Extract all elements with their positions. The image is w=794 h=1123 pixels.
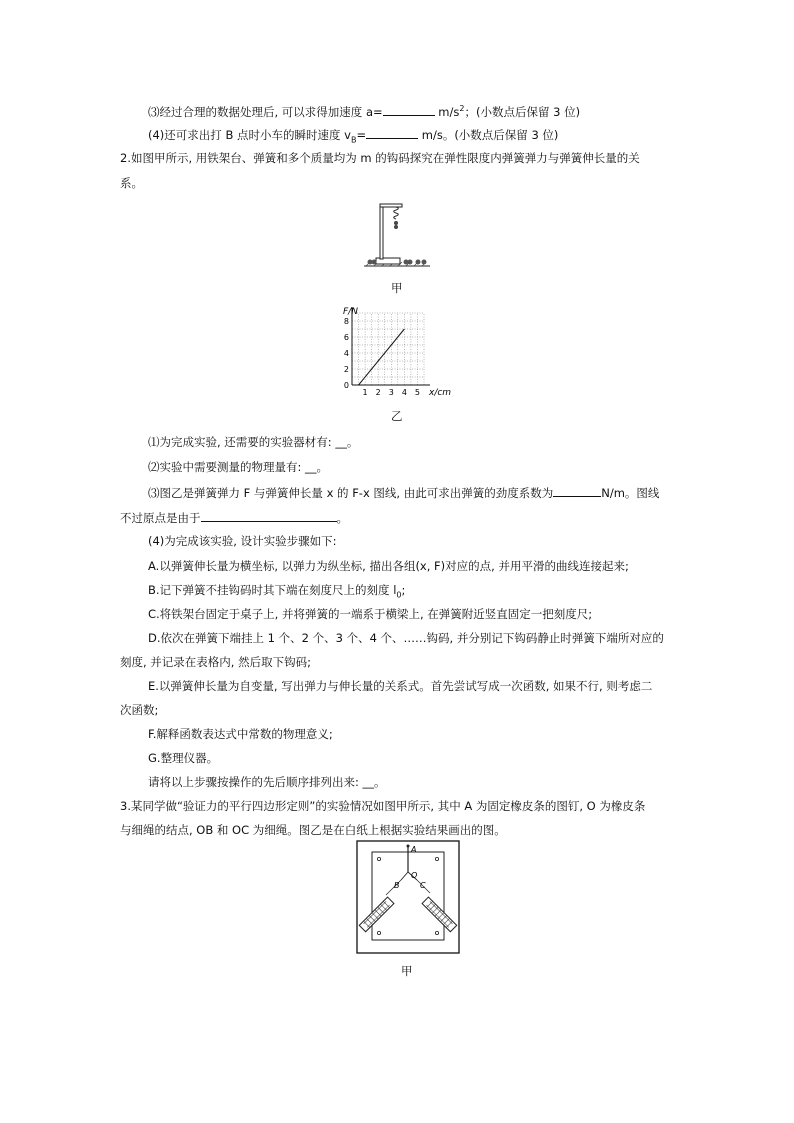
x-axis-label: x/cm [429,388,452,398]
series-line [359,329,405,385]
q2-item3-line2: 不过原点是由于 。 [120,511,348,525]
q2-item1: ⑴为完成实验, 还需要的实验器材有: __。 [148,435,359,449]
spring-apparatus-figure [360,196,434,270]
x-tick-label: 3 [388,388,394,397]
label-a: A [411,845,417,854]
q2-item4: (4)为完成该实验, 设计实验步骤如下: [148,534,337,548]
q2-step-e-line1: E.以弹簧伸长量为自变量, 写出弹力与伸长量的关系式。首先尝试写成一次函数, 如果不行, 则考虑二 [148,679,653,693]
q2-step-f: F.解释函数表达式中常数的物理意义; [148,727,333,741]
parallelogram-apparatus-figure [356,840,460,954]
fig-yi-caption: 乙 [391,409,403,423]
y-axis-label: F/N [343,307,358,317]
x-tick-label: 2 [375,388,381,397]
q2-step-d-line1: D.依次在弹簧下端挂上 1 个、2 个、3 个、4 个、……钩码, 并分别记下钩码静止时弹簧下端所对应的 [148,631,664,645]
answer-blank [366,126,418,139]
q2-step-c: C.将铁架台固定于桌子上, 并将弹簧的一端系于横梁上, 在弹簧附近竖直固定一把刻度尺; [148,607,593,621]
y-tick-label: 4 [343,349,349,358]
x-tick-label: 4 [401,388,407,397]
q1-item3: ⑶经过合理的数据处理后, 可以求得加速度 $a= m/s^2$；(小数点后保留 3 位) [148,104,581,119]
q2-step-d-line2: 刻度, 并记录在表格内, 然后取下钩码; [120,655,311,669]
q2-step-a: A.以弹簧伸长量为横坐标, 以弹力为纵坐标, 描出各组(x, F)对应的点, 并用平滑的曲线连接起来; [148,559,629,573]
x-tick-label: 5 [414,388,421,397]
q3-stem-line2: 与细绳的结点, OB 和 OC 为细绳。图乙是在白纸上根据实验结果画出的图。 [120,823,506,837]
q2-order: 请将以上步骤按操作的先后顺序排列出来: __。 [148,775,386,789]
q2-stem-line2: 系。 [120,176,143,190]
y-tick-label: 2 [343,365,349,374]
answer-blank [553,484,601,497]
x-tick-label: 1 [362,388,368,397]
y-tick-label: 6 [343,333,349,342]
q2-item3: ⑶图乙是弹簧弹力 F 与弹簧伸长量 x 的 F-x 图线, 由此可求出弹簧的劲度系数为 N/m。图线 [148,486,660,500]
q2-item2: ⑵实验中需要测量的物理量有: __。 [148,460,329,474]
q1-item4: (4)还可求出打 B 点时小车的瞬时速度 $v_B= m/s$。(小数点后保留 3 位) [148,128,559,145]
q3-stem-line1: 3.某同学做“验证力的平行四边形定则”的实验情况如图甲所示, 其中 A 为固定橡皮条的图钉, O 为橡皮条 [120,799,646,813]
y-tick-label: 0 [343,381,349,390]
label-b: B [394,881,400,890]
q3-fig-caption: 甲 [401,964,413,978]
y-tick-label: 8 [343,317,349,326]
q2-step-b: B.记下弹簧不挂钩码时其下端在刻度尺上的刻度 $l_0$; [148,583,406,600]
label-o: O [411,871,418,880]
q2-stem-line1: 2.如图甲所示, 用铁架台、弹簧和多个质量均为 m 的钩码探究在弹性限度内弹簧弹力与弹簧伸长量的关 [120,151,640,165]
label-c: C [420,881,426,890]
answer-blank [383,103,435,116]
q2-step-g: G.整理仪器。 [148,751,219,765]
q2-step-e-line2: 次函数; [120,703,159,717]
fig-jia-caption: 甲 [391,281,403,295]
answer-blank [201,509,337,522]
fx-chart [330,302,455,400]
